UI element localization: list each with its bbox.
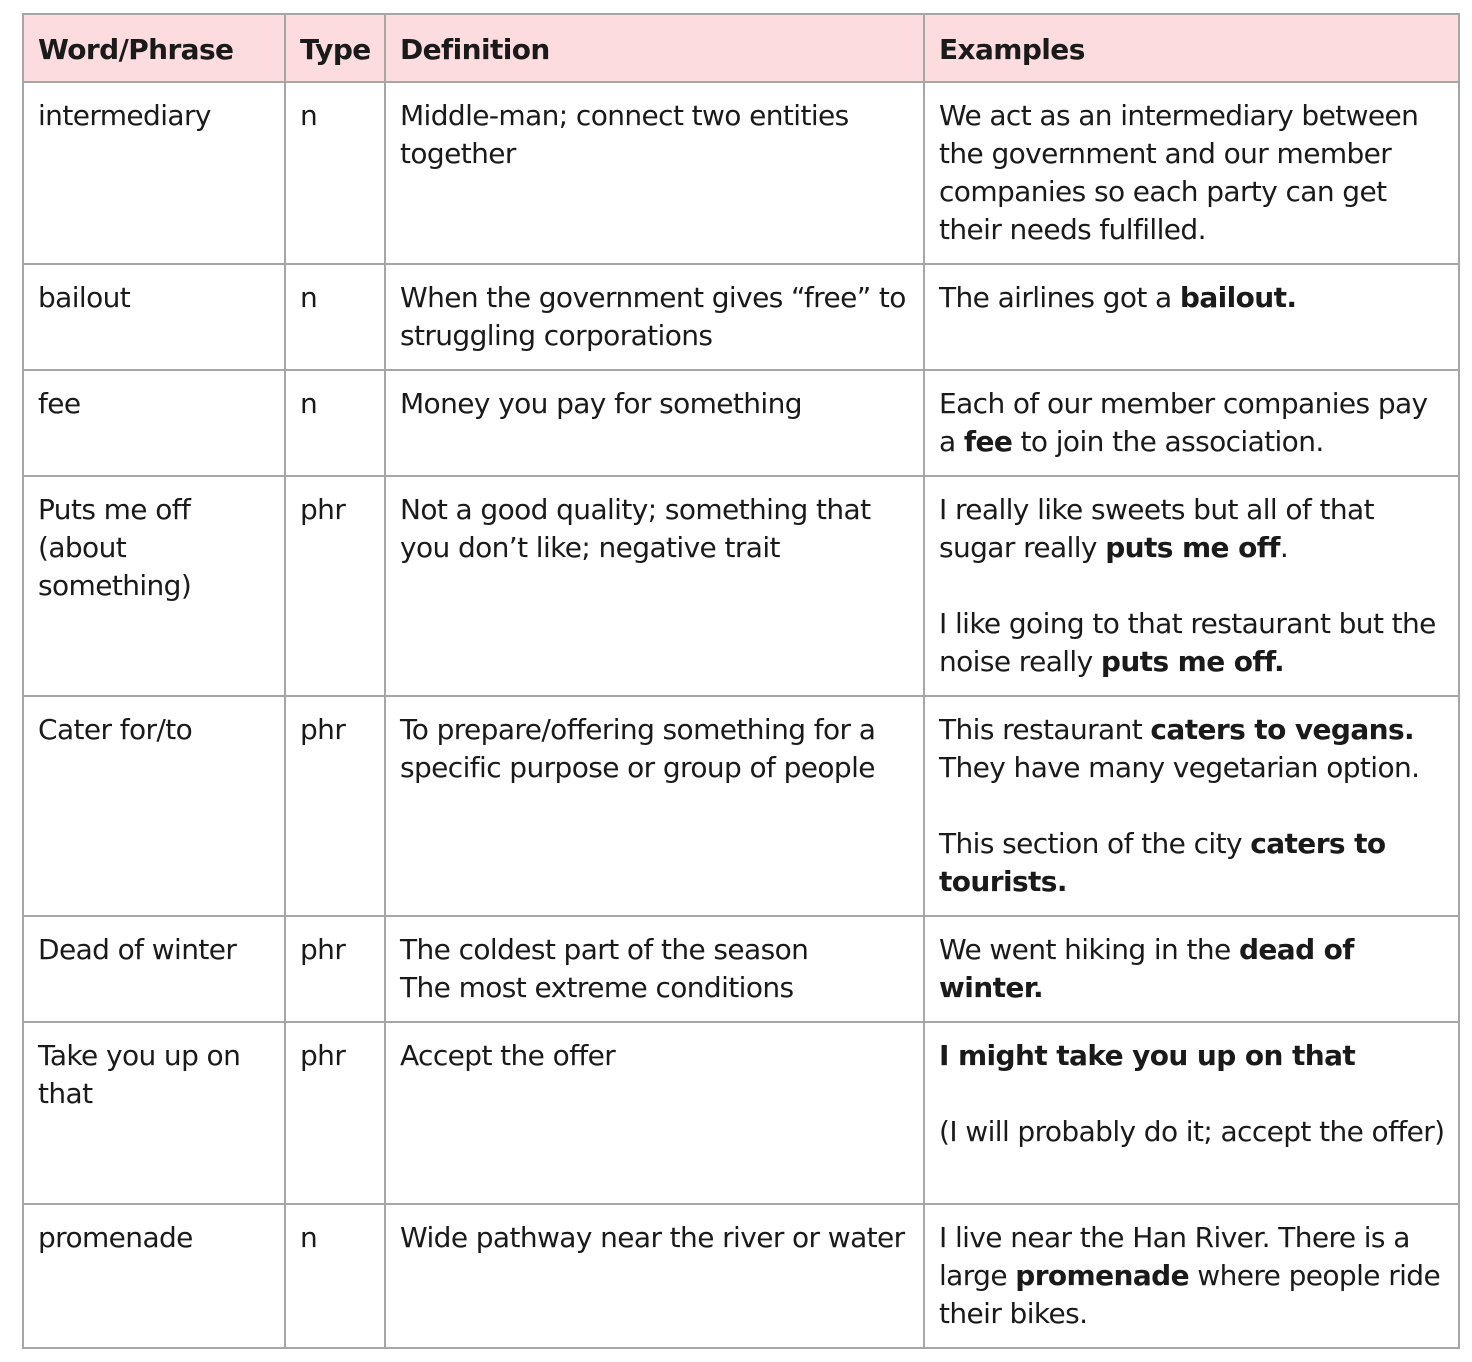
example-text: The airlines got a [939, 281, 1180, 314]
example-text: Each of our member companies pay a [939, 387, 1428, 458]
example-text: We went hiking in the [939, 933, 1239, 966]
vocabulary-table [22, 13, 1460, 1349]
header-examples: Examples [924, 14, 1459, 82]
table-row [23, 476, 1459, 696]
example-cell [924, 264, 1459, 370]
word-cell: intermediary [23, 82, 285, 264]
word-cell: Cater for/to [23, 696, 285, 916]
example-text: They have many vegetarian option. [939, 751, 1420, 784]
example-text: (I will probably do it; accept the offer) [939, 1115, 1445, 1148]
definition-cell [385, 916, 924, 1022]
type-cell: n [285, 1204, 385, 1348]
example-term: fee [963, 425, 1013, 458]
definition-cell: Not a good quality; something that you don’t like; negative trait [385, 476, 924, 696]
table-row [23, 264, 1459, 370]
word-cell: Dead of winter [23, 916, 285, 1022]
example-text: This section of the city [939, 827, 1251, 860]
example-term: I might take you up on that [939, 1039, 1356, 1072]
table-row [23, 1204, 1459, 1348]
definition-cell: Wide pathway near the river or water [385, 1204, 924, 1348]
example-text: where people ride their bikes. [939, 1259, 1441, 1330]
example-cell [924, 916, 1459, 1022]
table-row [23, 82, 1459, 264]
definition-line: The coldest part of the season [400, 933, 809, 966]
word-cell: Take you up on that [23, 1022, 285, 1204]
example-term: promenade [1015, 1259, 1189, 1292]
type-cell: phr [285, 696, 385, 916]
example-cell [924, 82, 1459, 264]
example-cell [924, 476, 1459, 696]
type-cell: phr [285, 476, 385, 696]
type-cell: n [285, 264, 385, 370]
definition-cell: Money you pay for something [385, 370, 924, 476]
header-word: Word/Phrase [23, 14, 285, 82]
word-cell: bailout [23, 264, 285, 370]
word-cell: fee [23, 370, 285, 476]
example-cell [924, 1022, 1459, 1204]
example-text: to join the association. [1012, 425, 1324, 458]
table-row [23, 370, 1459, 476]
table-row [23, 696, 1459, 916]
example-term: puts me off. [1100, 645, 1285, 678]
example-text: I really like sweets but all of that sugar really [939, 493, 1374, 564]
example-term: bailout. [1179, 281, 1297, 314]
paragraph-gap [939, 787, 1446, 825]
table-row [23, 916, 1459, 1022]
paragraph-gap [939, 567, 1446, 605]
definition-cell: Middle-man; connect two entities together [385, 82, 924, 264]
definition-line: The most extreme conditions [400, 971, 794, 1004]
paragraph-gap [939, 1075, 1446, 1113]
header-definition: Definition [385, 14, 924, 82]
definition-cell: To prepare/offering something for a specific purpose or group of people [385, 696, 924, 916]
example-cell [924, 1204, 1459, 1348]
type-cell: phr [285, 1022, 385, 1204]
example-term: caters to tourists. [939, 827, 1386, 898]
table-header-row [23, 14, 1459, 82]
definition-cell: Accept the offer [385, 1022, 924, 1204]
table-row [23, 1022, 1459, 1204]
type-cell: phr [285, 916, 385, 1022]
example-text: We act as an intermediary between the government and our member companies so each party can get their needs fulfilled. [939, 99, 1419, 246]
example-term: puts me off [1105, 531, 1280, 564]
header-type: Type [285, 14, 385, 82]
example-text: I like going to that restaurant but the noise really [939, 607, 1436, 678]
example-term: dead of winter. [939, 933, 1354, 1004]
example-text: This restaurant [939, 713, 1151, 746]
example-text: . [1279, 531, 1289, 564]
word-cell: Puts me off (about something) [23, 476, 285, 696]
type-cell: n [285, 370, 385, 476]
example-text: I live near the Han River. There is a large [939, 1221, 1410, 1292]
example-cell [924, 696, 1459, 916]
type-cell: n [285, 82, 385, 264]
example-term: caters to vegans. [1150, 713, 1415, 746]
word-cell: promenade [23, 1204, 285, 1348]
example-cell [924, 370, 1459, 476]
definition-cell: When the government gives “free” to struggling corporations [385, 264, 924, 370]
